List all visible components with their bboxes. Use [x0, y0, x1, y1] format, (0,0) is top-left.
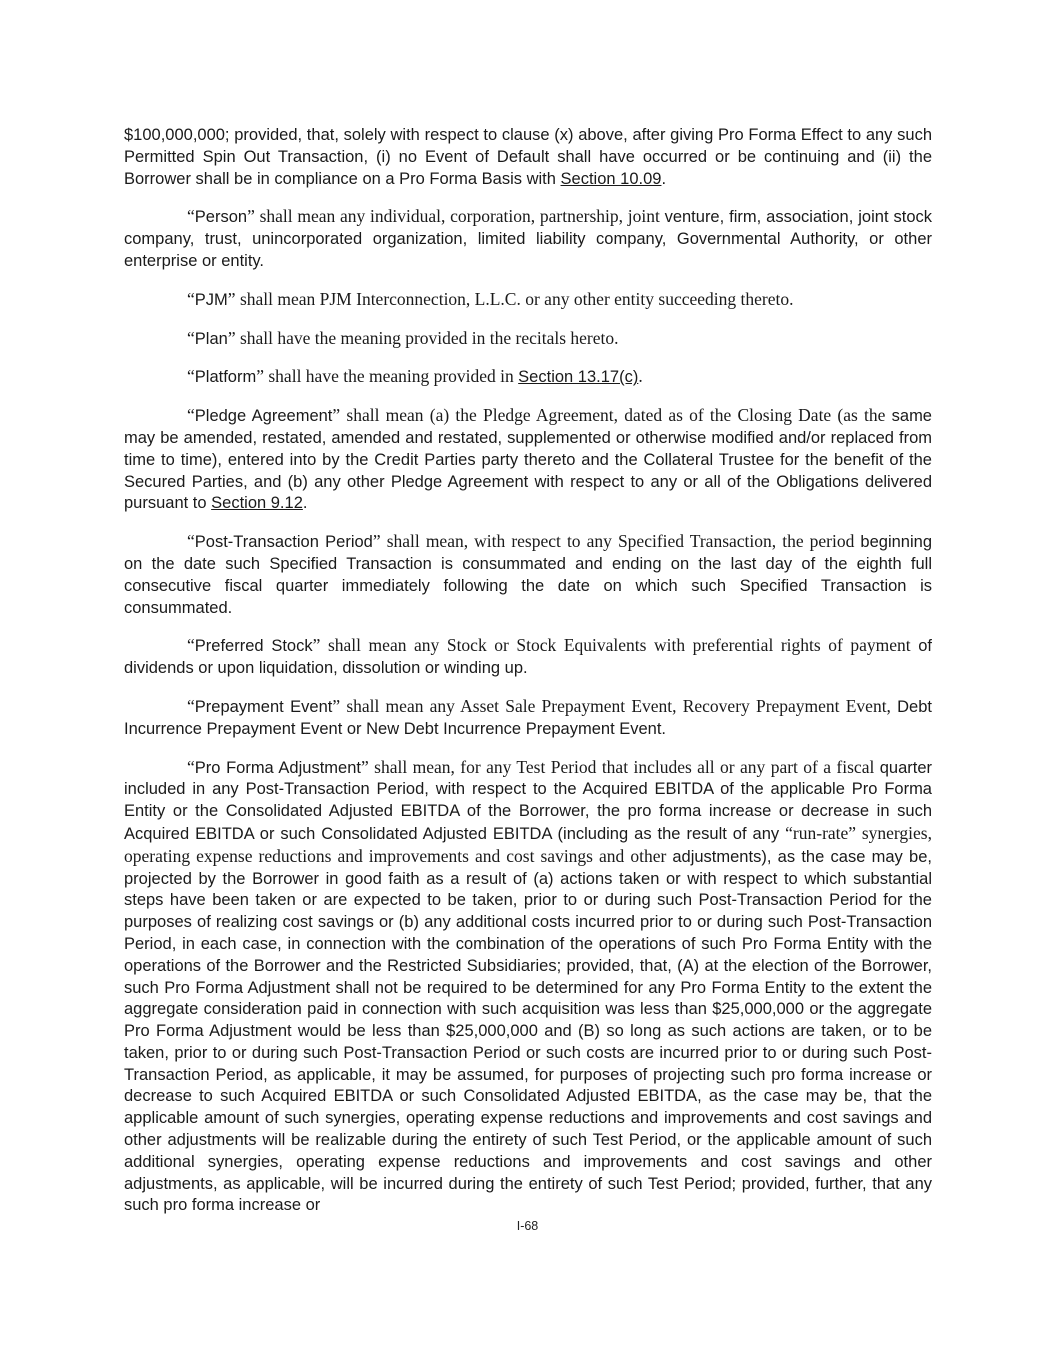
- defined-term: Preferred Stock: [194, 637, 313, 656]
- defined-term: Plan: [194, 329, 228, 348]
- definition-platform: “Platform” shall have the meaning provided in Section 13.17(c).: [187, 366, 643, 387]
- definition-pledge-agreement: “Pledge Agreement” shall mean (a) the Pledge Agreement, dated as of the Closing Date (as the same may be amended, restated, amended and restated, supplemented or otherwise modified and/or replaced from time to time), entered into by the Credit Parties party thereto and the Collateral Trustee for the benefit of the Secured Parties, and (b) any other Pledge Agreement with respect to any or all of the Obligations delivered pursuant to Section 9.12.: [124, 405, 932, 513]
- page-number: I-68: [516, 1219, 539, 1233]
- defined-term: Person: [194, 208, 248, 227]
- section-9-12-reference: Section 9.12: [211, 494, 303, 513]
- continuation-text: $100,000,000; provided, that, solely with respect to clause (x) above, after giving Pro Forma Effect to any such Permitted Spin Out Transaction, (i) no Event of Default shall have occurred or be continuing and (ii) the Borrower shall be in compliance on a Pro Forma Basis with: [124, 126, 932, 188]
- definition-plan: “Plan” shall have the meaning provided in the recitals hereto.: [187, 327, 619, 348]
- definition-prepayment-event: “Prepayment Event” shall mean any Asset Sale Prepayment Event, Recovery Prepayment Event, Debt Incurrence Prepayment Event or New Debt Incurrence Prepayment Event.: [124, 695, 932, 738]
- definition-pro-forma-adjustment: “Pro Forma Adjustment” shall mean, for any Test Period that includes all or any part of a fiscal quarter included in any Post-Transaction Period, with respect to the Acquired EBITDA of the applicable Pro Forma Entity or the Consolidated Adjusted EBITDA of the Borrower, the pro forma increase or decrease in such Acquired EBITDA or such Consolidated Adjusted EBITDA (including as the result of any “run-rate” synergies, operating expense reductions and improvements and cost savings and other adjustments), as the case may be, projected by the Borrower in good faith as a result of (a) actions taken or with respect to which substantial steps have been taken or are expected to be taken, prior to or during such Post-Transaction Period for the purposes of realizing cost savings or (b) any additional costs incurred prior to or during such Post-Transaction Period, in each case, in connection with the combination of the operations of such Pro Forma Entity with the operations of the Borrower and the Restricted Subsidiaries; provided, that, (A) at the election of the Borrower, such Pro Forma Adjustment shall not be required to be determined for any Pro Forma Entity to the extent the aggregate consideration paid in connection with such acquisition was less than $25,000,000 or the aggregate Pro Forma Adjustment would be less than $25,000,000 and (B) so long as such actions are taken, or to be taken, prior to or during such Post-Transaction Period or such costs are incurred prior to or during such Post-Transaction Period, as applicable, it may be assumed, for purposes of projecting such pro forma increase or decrease to such Acquired EBITDA or such Consolidated Adjusted EBITDA, as the case may be, that the applicable amount of such synergies, operating expense reductions and improvements and cost savings and other adjustments will be realizable during the entirety of such Test Period, or the applicable amount of such additional synergies, operating expense reductions and improvements and cost savings and other adjustments, as applicable, will be incurred during the entirety of such Test Period; provided, further, that any such pro forma increase or: [124, 756, 933, 1215]
- section-10-09-reference: Section 10.09: [560, 169, 662, 188]
- definition-post-transaction-period: “Post-Transaction Period” shall mean, with respect to any Specified Transaction, the period beginning on the date such Specified Transaction is consummated and ending on the last day of the eighth full consecutive fiscal quarter immediately following the date on which such Specified Transaction is consummated.: [124, 531, 932, 617]
- defined-term: Pledge Agreement: [194, 407, 333, 426]
- defined-term: Prepayment Event: [194, 697, 333, 716]
- definition-person: “Person” shall mean any individual, corporation, partnership, joint venture, firm, association, joint stock company, trust, unincorporated organization, limited liability company, Governmental Authority, or other enterprise or entity.: [124, 206, 932, 270]
- definition-pjm: “PJM” shall mean PJM Interconnection, L.L.C. or any other entity succeeding thereto.: [187, 288, 794, 309]
- section-13-17-c-reference: Section 13.17(c): [518, 368, 639, 387]
- continuation-paragraph: $100,000,000; provided, that, solely with respect to clause (x) above, after giving Pro Forma Effect to any such Permitted Spin Out Transaction, (i) no Event of Default shall have occurred or be continuing and (ii) the Borrower shall be in compliance on a Pro Forma Basis with Section 10.09.: [124, 126, 932, 188]
- defined-term: PJM: [194, 290, 228, 309]
- defined-term: Pro Forma Adjustment: [194, 758, 361, 777]
- definition-preferred-stock: “Preferred Stock” shall mean any Stock or Stock Equivalents with preferential rights of payment of dividends or upon liquidation, dissolution or winding up.: [124, 635, 932, 678]
- defined-term: Platform: [194, 368, 257, 387]
- document-body: [124, 125, 932, 1233]
- defined-term: Post-Transaction Period: [194, 533, 373, 552]
